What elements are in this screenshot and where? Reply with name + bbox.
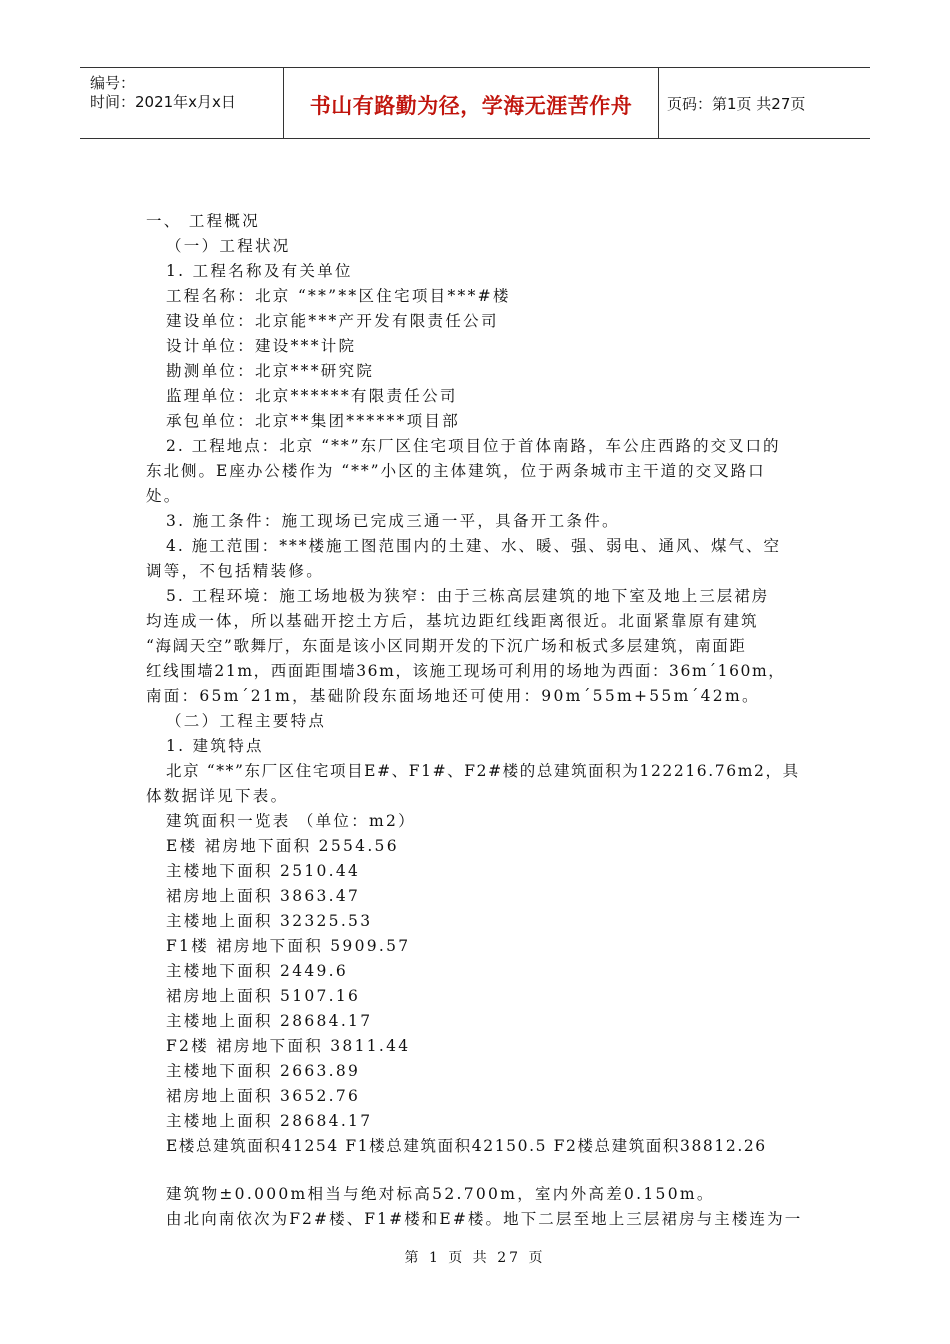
document-number: 编号： (90, 74, 136, 92)
document-date: 时间：2021年x月x日 (90, 93, 236, 111)
paragraph-line: 南面：65m´21m，基础阶段东面场地还可使用：90m´55m+55m´42m。 (146, 687, 760, 705)
total-area-line: E楼总建筑面积41254 F1楼总建筑面积42150.5 F2楼总建筑面积38812.26 (166, 1137, 767, 1155)
paragraph-line: 1. 建筑特点 (166, 737, 264, 755)
paragraph-line: 勘测单位：北京***研究院 (166, 362, 375, 380)
paragraph-line: 1. 工程名称及有关单位 (166, 262, 353, 280)
area-line: 主楼地上面积 32325.53 (166, 912, 373, 930)
area-line: 主楼地下面积 2663.89 (166, 1062, 361, 1080)
area-line: 主楼地上面积 28684.17 (166, 1112, 373, 1130)
area-line: 主楼地上面积 28684.17 (166, 1012, 373, 1030)
area-line: E楼 裙房地下面积 2554.56 (166, 837, 399, 855)
page-footer: 第 1 页 共 27 页 (404, 1250, 546, 1266)
paragraph-line: 红线围墙21m，西面距围墙36m，该施工现场可利用的场地为西面：36m´160m， (146, 662, 786, 680)
paragraph-line: 监理单位：北京******有限责任公司 (166, 387, 458, 405)
paragraph-line: 2. 工程地点：北京 “**”东厂区住宅项目位于首体南路，车公庄西路的交叉口的 (166, 437, 781, 455)
paragraph-line: 4. 施工范围：***楼施工图范围内的土建、水、暖、强、弱电、通风、煤气、空 (166, 537, 781, 555)
paragraph-line: 由北向南依次为F2#楼、F1#楼和E#楼。地下二层至地上三层裙房与主楼连为一 (166, 1210, 803, 1228)
header-motto-cell (284, 68, 659, 138)
paragraph-line: 3. 施工条件：施工现场已完成三通一平，具备开工条件。 (166, 512, 620, 530)
paragraph-line: “海阔天空”歌舞厅，东面是该小区同期开发的下沉广场和板式多层建筑，南面距 (146, 637, 747, 655)
heading-1: 一、 工程概况 (146, 212, 261, 230)
motto: 书山有路勤为径，学海无涯苦作舟 (309, 94, 633, 118)
paragraph-line: 工程名称：北京 “**”**区住宅项目***#楼 (166, 287, 511, 305)
paragraph-line: 均连成一体，所以基础开挖土方后，基坑边距红线距离很近。北面紧靠原有建筑 (146, 612, 759, 630)
paragraph-line: 建筑物±0.000m相当与绝对标高52.700m，室内外高差0.150m。 (166, 1185, 715, 1203)
area-line: F1楼 裙房地下面积 5909.57 (166, 937, 411, 955)
subheading: （一）工程状况 (166, 237, 291, 255)
area-line: 主楼地下面积 2510.44 (166, 862, 361, 880)
area-line: 裙房地上面积 3863.47 (166, 887, 361, 905)
header-table (80, 67, 870, 139)
paragraph-line: 处。 (146, 487, 182, 505)
area-line: 主楼地下面积 2449.6 (166, 962, 349, 980)
header-page-cell (659, 68, 870, 138)
area-line: 裙房地上面积 5107.16 (166, 987, 361, 1005)
paragraph-line: 建筑面积一览表 （单位：m2） (166, 812, 416, 830)
header-info-cell (80, 68, 284, 138)
area-line: F2楼 裙房地下面积 3811.44 (166, 1037, 411, 1055)
paragraph-line: 承包单位：北京**集团******项目部 (166, 412, 461, 430)
paragraph-line: 建设单位：北京能***产开发有限责任公司 (166, 312, 499, 330)
area-line: 裙房地上面积 3652.76 (166, 1087, 361, 1105)
paragraph-line: 调等，不包括精装修。 (146, 562, 325, 580)
paragraph-line: 体数据详见下表。 (146, 787, 289, 805)
paragraph-line: 北京 “**”东厂区住宅项目E#、F1#、F2#楼的总建筑面积为122216.76m2，具 (166, 762, 800, 780)
page-indicator: 页码：第1页 共27页 (667, 95, 806, 113)
paragraph-line: 东北侧。E座办公楼作为 “**”小区的主体建筑，位于两条城市主干道的交叉路口 (146, 462, 766, 480)
subheading: （二）工程主要特点 (166, 712, 327, 730)
paragraph-line: 设计单位：建设***计院 (166, 337, 357, 355)
paragraph-line: 5. 工程环境：施工场地极为狭窄：由于三栋高层建筑的地下室及地上三层裙房 (166, 587, 770, 605)
